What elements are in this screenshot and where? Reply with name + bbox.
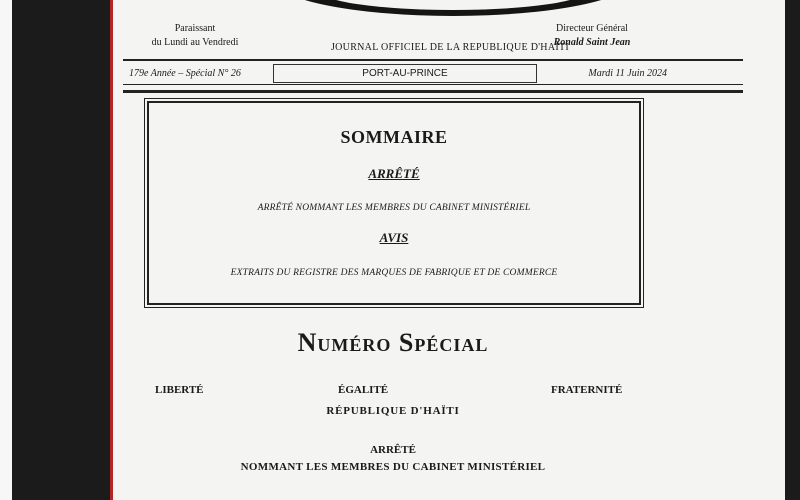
issue-number: 179e Année – Spécial N° 26 (129, 68, 241, 79)
motto-liberte: LIBERTÉ (155, 384, 204, 396)
sommaire-item-avis: EXTRAITS DU REGISTRE DES MARQUES DE FABRIQUE ET DE COMMERCE (230, 268, 558, 278)
director-name: Ronald Saint Jean (553, 37, 631, 48)
header-rule-bottom (123, 90, 743, 93)
header-rule-top (123, 59, 743, 61)
issue-date: Mardi 11 Juin 2024 (588, 68, 667, 79)
decree-subtitle: NOMMANT LES MEMBRES DU CABINET MINISTÉRIEL (240, 461, 546, 473)
special-issue-title: Numéro Spécial (297, 328, 489, 357)
director-block (527, 22, 657, 50)
sommaire-item-arrete: ARRÊTÉ NOMMANT LES MEMBRES DU CABINET MINISTÉRIEL (257, 203, 531, 213)
republic-heading: RÉPUBLIQUE D'HAÏTI (326, 405, 460, 417)
frequency-line-2: du Lundi au Vendredi (151, 37, 239, 48)
publication-frequency (135, 22, 255, 50)
sommaire-title: SOMMAIRE (340, 127, 448, 147)
header-rule-middle (123, 84, 743, 85)
issue-info-bar (123, 64, 743, 83)
journal-subtitle: JOURNAL OFFICIEL DE LA REPUBLIQUE D'HAITI (330, 42, 570, 53)
director-title: Directeur Général (556, 23, 628, 34)
issue-city: PORT-AU-PRINCE (273, 64, 537, 83)
decree-heading: ARRÊTÉ (370, 444, 416, 456)
photo-background-edge (0, 0, 12, 500)
frequency-line-1: Paraissant (174, 23, 216, 34)
sommaire-section-avis: AVIS (379, 230, 409, 245)
sommaire-box (147, 101, 641, 305)
gazette-page (113, 0, 785, 500)
sommaire-section-arrete: ARRÊTÉ (368, 166, 420, 181)
motto-egalite: ÉGALITÉ (338, 384, 389, 396)
motto-fraternite: FRATERNITÉ (551, 384, 623, 396)
